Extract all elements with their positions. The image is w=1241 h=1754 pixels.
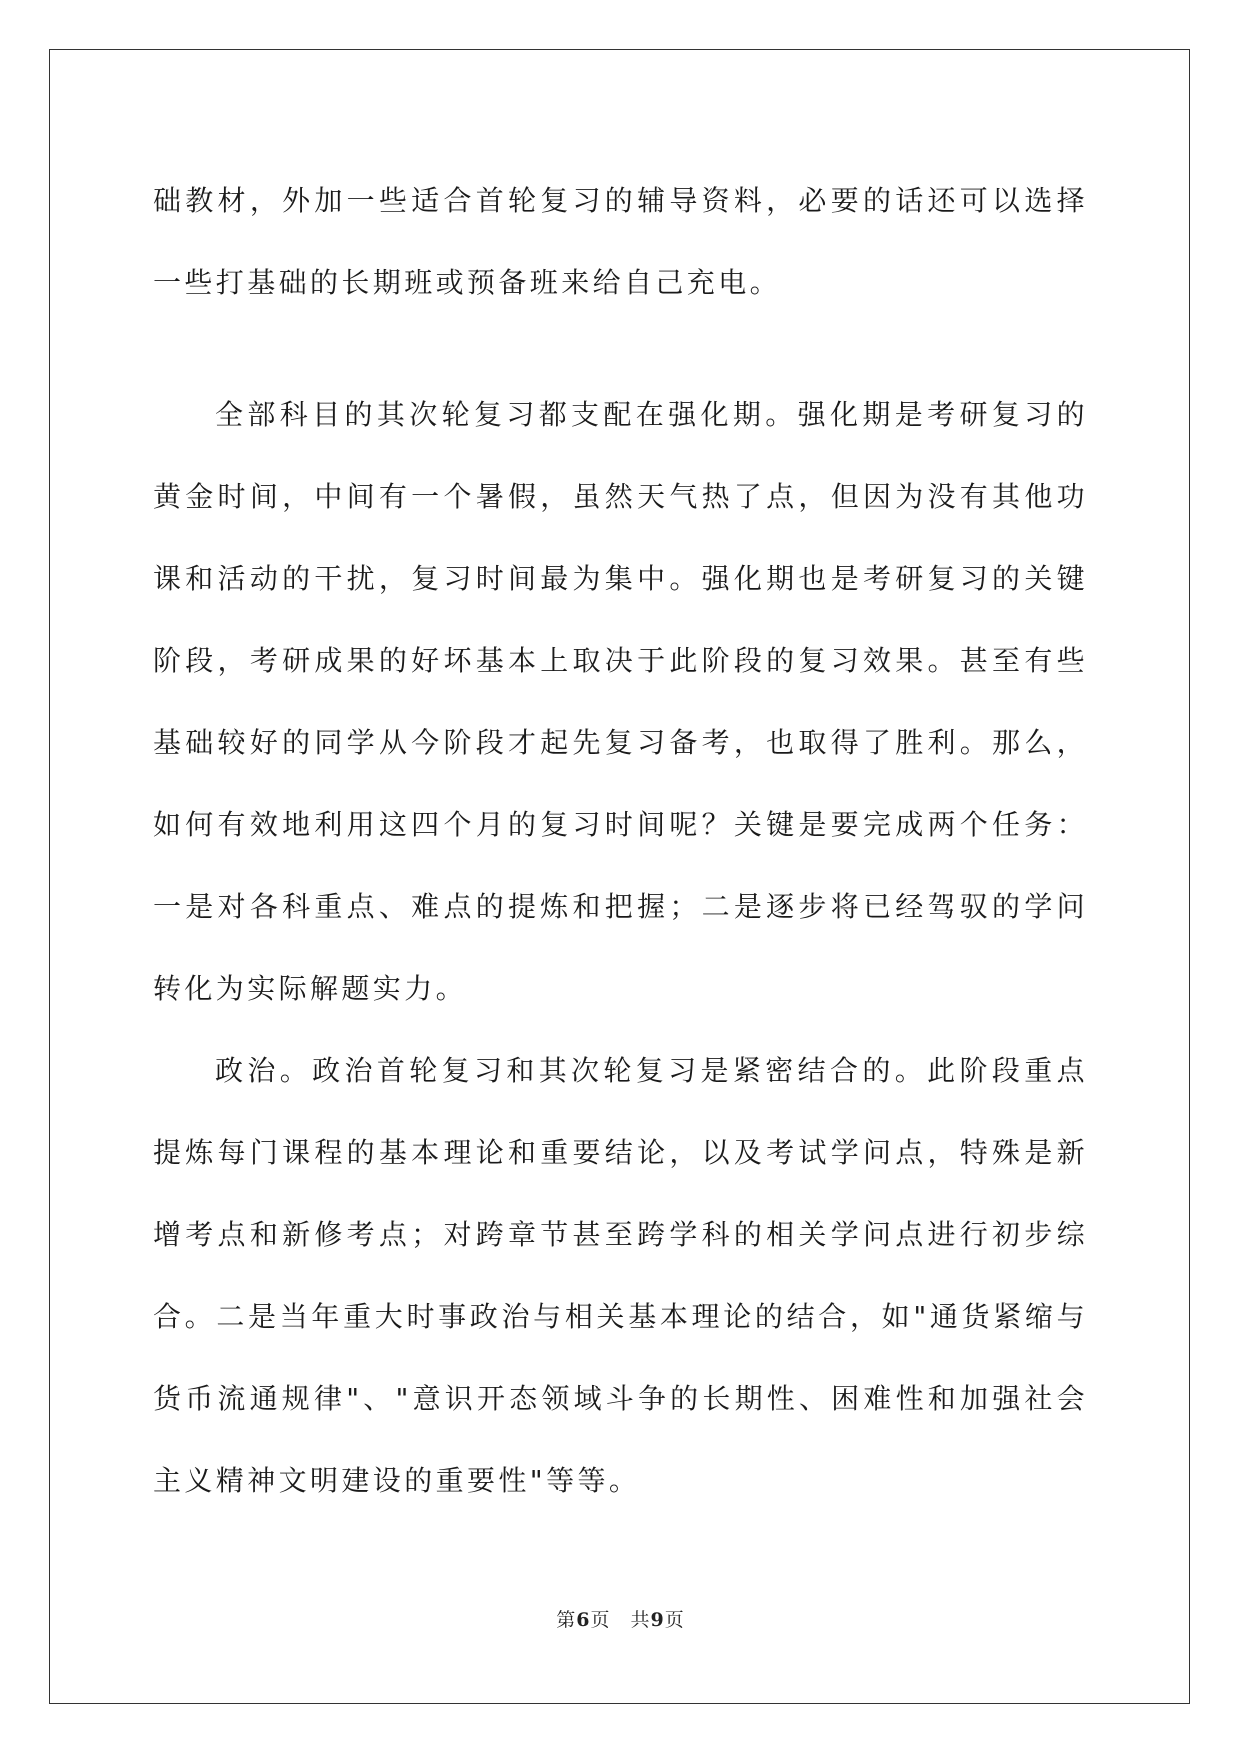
- footer-total-pages: 9: [650, 1609, 665, 1631]
- document-body: [153, 160, 1088, 1522]
- footer-prefix: 第: [556, 1609, 577, 1631]
- footer-suffix: 页: [664, 1609, 685, 1631]
- paragraph-continuation: 础教材，外加一些适合首轮复习的辅导资料，必要的话还可以选择一些打基础的长期班或预备班来给自己充电。: [153, 184, 1088, 299]
- footer-middle: 页 共: [590, 1609, 651, 1631]
- page-footer: [0, 1605, 1241, 1632]
- paragraph-politics: 政治。政治首轮复习和其次轮复习是紧密结合的。此阶段重点提炼每门课程的基本理论和重要结论，以及考试学问点，特殊是新增考点和新修考点；对跨章节甚至跨学科的相关学问点进行初步综合。二是当年重大时事政治与相关基本理论的结合，如"通货紧缩与货币流通规律"、"意识开态领域斗争的长期性、困难性和加强社会主义精神文明建设的重要性"等等。: [153, 1054, 1088, 1497]
- paragraph-intensive-review: 全部科目的其次轮复习都支配在强化期。强化期是考研复习的黄金时间，中间有一个暑假，虽然天气热了点，但因为没有其他功课和活动的干扰，复习时间最为集中。强化期也是考研复习的关键阶段，考研成果的好坏基本上取决于此阶段的复习效果。甚至有些基础较好的同学从今阶段才起先复习备考，也取得了胜利。那么，如何有效地利用这四个月的复习时间呢？关键是要完成两个任务：一是对各科重点、难点的提炼和把握；二是逐步将已经驾驭的学问转化为实际解题实力。: [153, 398, 1088, 1005]
- paragraph-spacer: [153, 324, 1088, 374]
- footer-current-page: 6: [576, 1609, 591, 1631]
